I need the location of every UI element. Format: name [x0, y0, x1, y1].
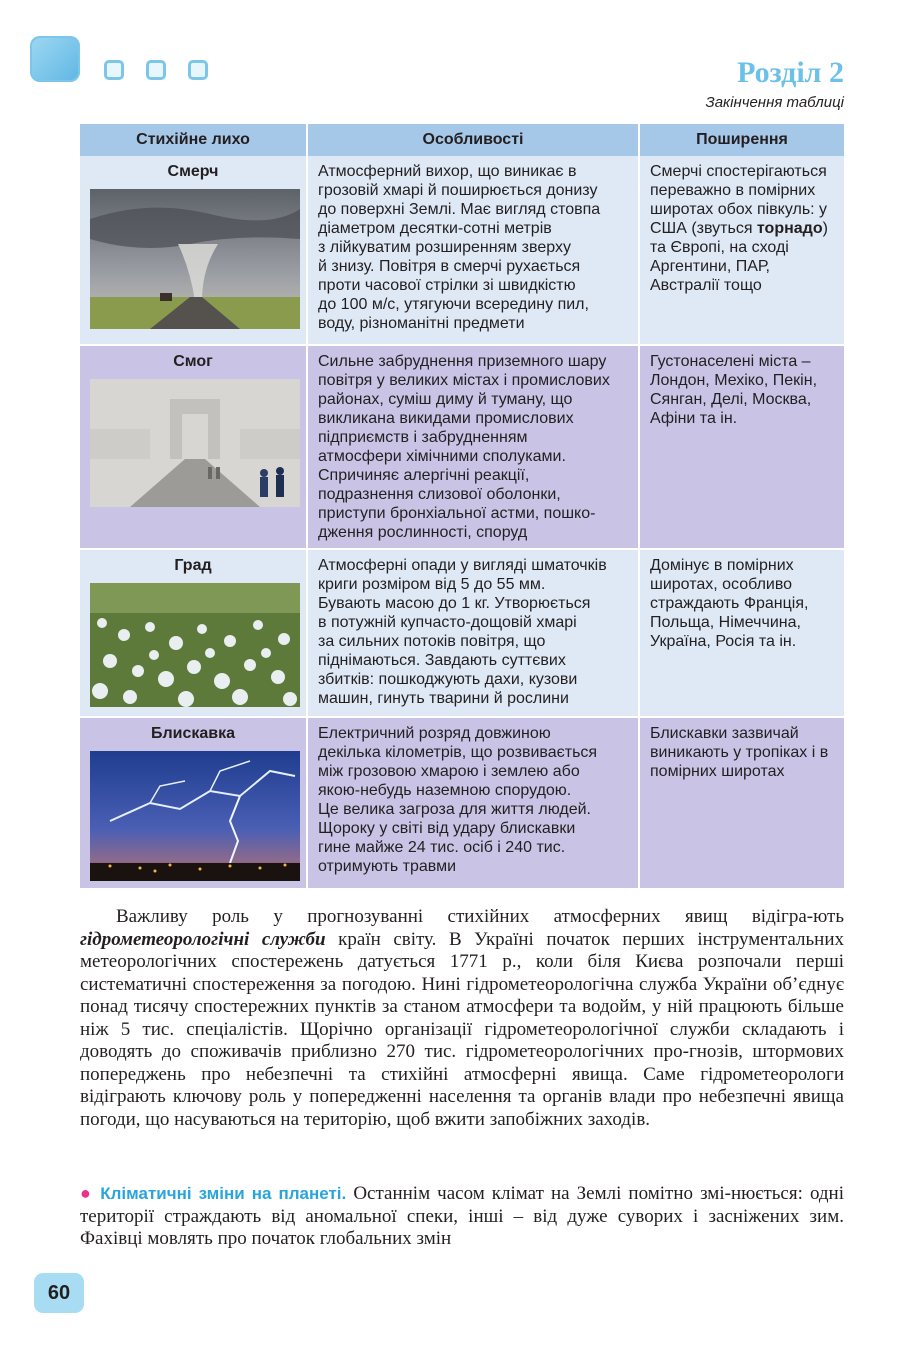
features-line: й знизу. Повітря в смерчі рухається	[318, 258, 581, 275]
disaster-name: Смерч	[167, 163, 219, 180]
paragraph-text: країн світу. В Україні початок перших інструментальних метеорологічних спостережень датується 1771 р., коли біля Києва розпочали перші систематичні спостереження за погодою. Нині гідрометеорологічна служба України об’єднує понад тисячу спостережних пунктів за станом атмосфери та водойм, у ній працюють більше ніж 5 тис. спеціалістів. Щорічно організації гідрометеорологічної служби складають і доводять до споживачів приблизно 270 тис. гідрометеорологічних про-гнозів, штормових попереджень про небезпечні та стихійні атмосферні явища. Саме гідрометеорологи відіграють ключову роль у попередженні населення та органів влади про небезпечні явища погоди, що насуваються на територію, щоб вжити запобіжних заходів.	[80, 928, 844, 1130]
spread-cell	[640, 156, 844, 344]
subsection-heading: Кліматичні зміни на планеті.	[100, 1184, 347, 1203]
decorative-square	[188, 60, 208, 80]
features-cell	[306, 156, 640, 344]
table-row	[80, 344, 844, 548]
lightning-image	[90, 751, 300, 881]
disaster-cell	[80, 718, 306, 888]
features-line: до поверхні Землі. Має вигляд стовпа	[318, 201, 601, 218]
disasters-table	[80, 124, 844, 888]
table-row	[80, 548, 844, 716]
features-line: приступи бронхіальної астми, пошко-	[318, 505, 596, 522]
spread-cell: Блискавки зазвичай виникають у тропіках і в помірних широтах	[650, 725, 829, 780]
spread-text: Смерчі спостерігаються переважно в помірних широтах обох півкуль: у США (звуться	[650, 163, 828, 237]
features-line: повітря у великих містах і промислових	[318, 372, 610, 389]
features-line: районах, суміш диму й туману, що	[318, 391, 573, 408]
hail-image	[90, 583, 300, 707]
features-line: Атмосферні опади у вигляді шматочків	[318, 557, 607, 574]
features-line: за сильних потоків повітря, що	[318, 633, 546, 650]
features-line: гине майже 24 тис. осіб і 240 тис.	[318, 839, 566, 856]
features-cell	[306, 550, 640, 716]
disaster-cell	[80, 346, 306, 548]
disaster-name: Град	[174, 557, 212, 574]
features-line: декілька кілометрів, що розвивається	[318, 744, 598, 761]
features-line: подразнення слизової оболонки,	[318, 486, 561, 503]
features-line: отримують травми	[318, 858, 457, 875]
bullet-icon: ●	[80, 1183, 94, 1203]
table-row	[80, 716, 844, 888]
features-line: якою-небудь наземною спорудою.	[318, 782, 572, 799]
features-line: Спричиняє алергічні реакції,	[318, 467, 530, 484]
decorative-square-large	[30, 36, 80, 82]
spread-text: ) та Європі, на сході Аргентини, ПАР, Австралії тощо	[650, 220, 828, 294]
paragraph-climate-change	[80, 1182, 844, 1251]
features-line: проти часової стрілки зі швидкістю	[318, 277, 576, 294]
column-header-features: Особливості	[306, 124, 640, 156]
spread-bold-term: торнадо	[756, 220, 823, 237]
decorative-square	[146, 60, 166, 80]
features-line: грозовій хмарі й поширюється донизу	[318, 182, 598, 199]
paragraph-text: Важливу роль у прогнозуванні стихійних атмосферних явищ відігра-ють	[116, 906, 844, 927]
table-row	[80, 156, 844, 344]
features-line: в потужній купчасто-дощовій хмарі	[318, 614, 577, 631]
features-line: до 100 м/с, утягуючи всередину пил,	[318, 296, 589, 313]
disaster-cell	[80, 156, 306, 344]
features-line: діаметром десятки-сотні метрів	[318, 220, 552, 237]
spread-cell: Домінує в помірних широтах, особливо страждають Франція, Польща, Німеччина, Україна, Росія та ін.	[650, 557, 809, 650]
paragraph-text: Останнім часом клімат на Землі помітно змі-нюється: одні території страждають від аномальної спеки, інші – від дуже суворих і засніжених зим. Фахівці мовлять про початок глобальних змін	[80, 1183, 845, 1249]
features-line: дження рослинності, споруд	[318, 524, 528, 541]
column-header-spread: Поширення	[696, 131, 788, 148]
features-line: Це велика загроза для життя людей.	[318, 801, 591, 818]
features-cell	[306, 346, 640, 548]
features-line: машин, гинуть тварини й рослини	[318, 690, 569, 707]
column-header-disaster: Стихійне лихо	[136, 131, 250, 148]
features-line: криги розміром від 5 до 55 мм.	[318, 576, 546, 593]
features-cell	[306, 718, 640, 888]
features-line: піднімаються. Завдають суттєвих	[318, 652, 566, 669]
section-title: Розділ 2	[737, 56, 844, 89]
features-line: підприємств і забрудненням	[318, 429, 528, 446]
features-line: Бувають масою до 1 кг. Утворюється	[318, 595, 591, 612]
decorative-square	[104, 60, 124, 80]
disaster-name: Блискавка	[150, 725, 236, 742]
disaster-name: Смог	[173, 353, 213, 370]
page-number: 60	[34, 1273, 84, 1313]
table-end-note: Закінчення таблиці	[705, 94, 844, 111]
paragraph-hydromet-services	[80, 906, 844, 1131]
features-line: Електричний розряд довжиною	[318, 725, 551, 742]
features-line: Атмосферний вихор, що виникає в	[318, 163, 577, 180]
table-header	[80, 124, 844, 156]
features-line: викликана викидами промислових	[318, 410, 574, 427]
features-line: Сильне забруднення приземного шару	[318, 353, 607, 370]
key-term: гідрометеорологічні служби	[80, 928, 326, 950]
features-line: між грозовою хмарою і землею або	[318, 763, 580, 780]
spread-cell: Густонаселені міста – Лондон, Мехіко, Пекін, Сянган, Делі, Москва, Афіни та ін.	[650, 353, 818, 427]
features-line: атмосфери хімічними сполуками.	[318, 448, 566, 465]
tornado-image	[90, 189, 300, 329]
features-line: Щороку у світі від удару блискавки	[318, 820, 576, 837]
disaster-cell	[80, 550, 306, 716]
features-line: воду, різноманітні предмети	[318, 315, 525, 332]
features-line: з лійкуватим розширенням зверху	[318, 239, 571, 256]
features-line: збитків: пошкоджують дахи, кузови	[318, 671, 578, 688]
smog-image	[90, 379, 300, 507]
